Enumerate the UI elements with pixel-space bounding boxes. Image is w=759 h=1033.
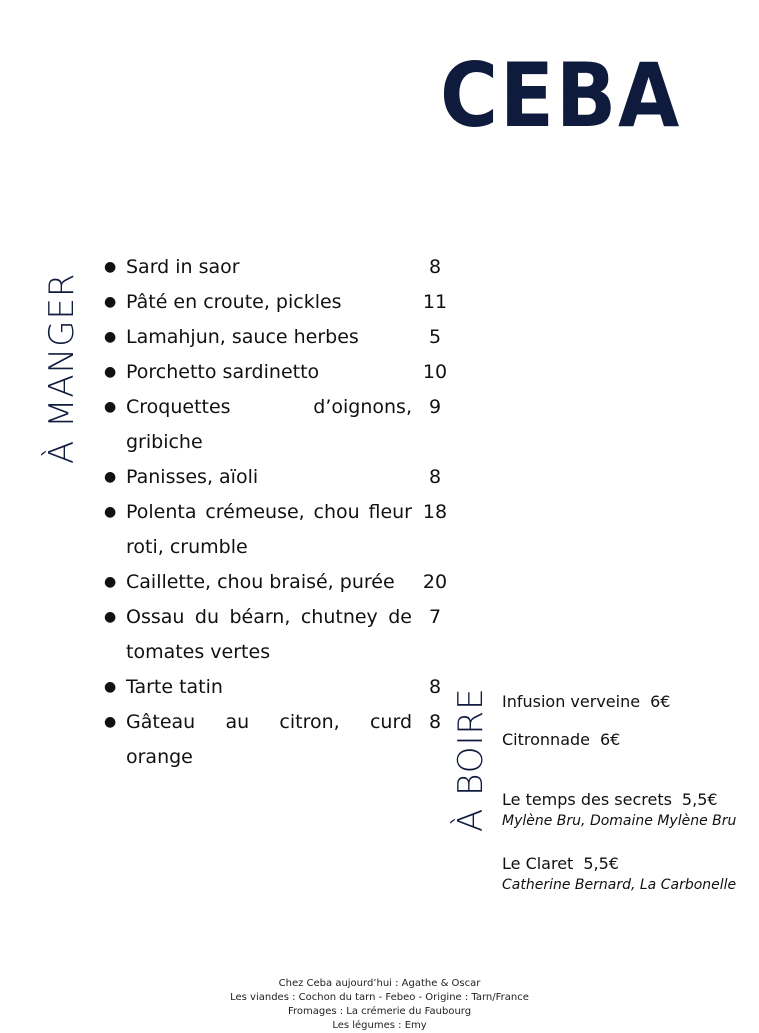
food-price: 10	[422, 361, 448, 383]
drink-name: Le temps des secrets	[502, 790, 672, 809]
bullet-icon: ●	[104, 364, 117, 380]
food-price: 8	[428, 711, 442, 733]
section-title-manger: À MANGER	[42, 272, 82, 464]
drink-name: Citronnade	[502, 730, 590, 749]
list-item	[104, 670, 458, 705]
drink-price: 6€	[650, 692, 671, 711]
drink-item	[502, 692, 670, 711]
bullet-icon: ●	[104, 679, 117, 695]
food-price: 11	[422, 291, 448, 313]
food-name: Caillette, chou braisé, purée	[126, 571, 395, 593]
list-item	[104, 495, 458, 565]
food-name: Ossau du béarn, chutney de tomates vertes	[126, 606, 412, 663]
drink-price: 6€	[600, 730, 621, 749]
bullet-icon: ●	[104, 469, 117, 485]
food-name: Gâteau au citron, curd orange	[126, 711, 412, 768]
bullet-icon: ●	[104, 294, 117, 310]
list-item	[104, 250, 458, 285]
list-item	[104, 390, 458, 460]
bullet-icon: ●	[104, 574, 117, 590]
food-price: 5	[428, 326, 442, 348]
drink-price: 5,5€	[681, 790, 718, 809]
drink-item	[502, 730, 620, 749]
bullet-icon: ●	[104, 714, 117, 730]
footer-line: Les viandes : Cochon du tarn - Febeo - Origine : Tarn/France	[230, 992, 529, 1003]
section-title-boire: À BOIRE	[451, 687, 491, 832]
food-name: Polenta crémeuse, chou fleur roti, crumble	[126, 501, 412, 558]
footer-line: Les légumes : Emy	[332, 1020, 427, 1031]
bullet-icon: ●	[104, 399, 117, 415]
list-item	[104, 285, 458, 320]
footer-line: Fromages : La crémerie du Faubourg	[287, 1006, 472, 1017]
footer-line: Chez Ceba aujourd’hui : Agathe & Oscar	[278, 978, 481, 989]
restaurant-logo: CEBA	[440, 44, 682, 147]
drink-item	[502, 790, 736, 829]
food-price: 18	[422, 501, 448, 523]
food-price: 8	[428, 466, 442, 488]
list-item	[104, 355, 458, 390]
drink-name: Le Claret	[502, 854, 574, 873]
food-name: Tarte tatin	[126, 676, 223, 698]
food-name: Porchetto sardinetto	[126, 361, 320, 383]
bullet-icon: ●	[104, 329, 117, 345]
food-name: Panisses, aïoli	[126, 466, 259, 488]
list-item	[104, 565, 458, 600]
food-name: Croquettes d’oignons, gribiche	[126, 396, 412, 453]
food-price: 8	[428, 256, 442, 278]
food-price: 8	[428, 676, 442, 698]
food-price: 20	[422, 571, 448, 593]
list-item	[104, 600, 458, 670]
food-name: Pâté en croute, pickles	[126, 291, 342, 313]
drink-price: 5,5€	[583, 854, 619, 873]
bullet-icon: ●	[104, 609, 117, 625]
drink-name: Infusion verveine	[502, 692, 641, 711]
footer	[0, 977, 759, 1033]
drink-producer: Catherine Bernard, La Carbonelle	[502, 877, 737, 893]
food-list	[104, 250, 458, 775]
list-item	[104, 460, 458, 495]
drink-producer: Mylène Bru, Domaine Mylène Bru	[502, 813, 737, 829]
drink-item	[502, 854, 736, 893]
list-item	[104, 705, 458, 775]
list-item	[104, 320, 458, 355]
bullet-icon: ●	[104, 504, 117, 520]
food-name: Lamahjun, sauce herbes	[126, 326, 359, 348]
food-price: 7	[428, 606, 442, 628]
food-price: 9	[428, 396, 442, 418]
bullet-icon: ●	[104, 259, 117, 275]
food-name: Sard in saor	[126, 256, 240, 278]
